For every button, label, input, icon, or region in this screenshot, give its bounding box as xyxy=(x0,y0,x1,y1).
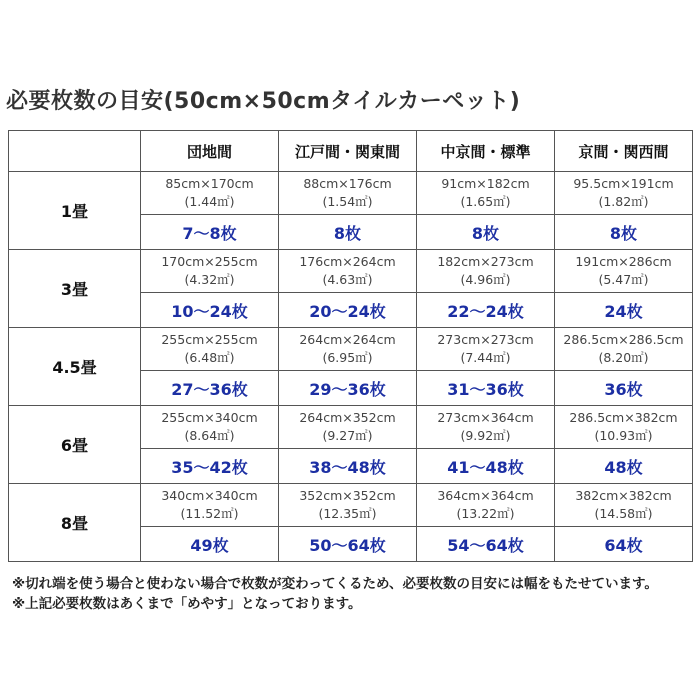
room-area: (4.96㎡) xyxy=(460,272,511,287)
tile-count: 50～64枚 xyxy=(279,527,417,562)
tile-count: 35～42枚 xyxy=(141,449,279,484)
room-area: (11.52㎡) xyxy=(180,506,239,521)
dimension-cell xyxy=(279,484,417,527)
room-size-label: 1畳 xyxy=(9,172,141,250)
room-size-label: 8畳 xyxy=(9,484,141,562)
tile-count: 24枚 xyxy=(555,293,693,328)
header-danchima: 団地間 xyxy=(141,131,279,172)
size-row xyxy=(9,406,693,449)
dimension-cell xyxy=(141,406,279,449)
dimension-cell xyxy=(279,172,417,215)
size-row xyxy=(9,172,693,215)
tile-count: 22～24枚 xyxy=(417,293,555,328)
room-area: (1.65㎡) xyxy=(460,194,511,209)
room-dimensions: 85cm×170cm xyxy=(165,176,254,191)
room-dimensions: 91cm×182cm xyxy=(441,176,530,191)
room-dimensions: 176cm×264cm xyxy=(299,254,396,269)
room-dimensions: 88cm×176cm xyxy=(303,176,392,191)
dimension-cell xyxy=(417,172,555,215)
room-dimensions: 286.5cm×286.5cm xyxy=(563,332,684,347)
room-dimensions: 340cm×340cm xyxy=(161,488,258,503)
room-area: (13.22㎡) xyxy=(456,506,515,521)
room-dimensions: 286.5cm×382cm xyxy=(569,410,678,425)
room-area: (6.95㎡) xyxy=(322,350,373,365)
tile-count: 48枚 xyxy=(555,449,693,484)
room-area: (5.47㎡) xyxy=(598,272,649,287)
room-dimensions: 273cm×364cm xyxy=(437,410,534,425)
tile-count: 31～36枚 xyxy=(417,371,555,406)
dimension-cell xyxy=(279,250,417,293)
dimension-cell xyxy=(417,250,555,293)
room-area: (1.82㎡) xyxy=(598,194,649,209)
tile-count: 8枚 xyxy=(279,215,417,250)
room-area: (7.44㎡) xyxy=(460,350,511,365)
tile-count-table xyxy=(8,130,693,562)
dimension-cell xyxy=(279,328,417,371)
tile-count: 10～24枚 xyxy=(141,293,279,328)
size-row xyxy=(9,484,693,527)
room-area: (1.44㎡) xyxy=(184,194,235,209)
dimension-cell xyxy=(417,484,555,527)
room-dimensions: 170cm×255cm xyxy=(161,254,258,269)
dimension-cell xyxy=(555,484,693,527)
tile-count: 8枚 xyxy=(555,215,693,250)
dimension-cell xyxy=(555,328,693,371)
header-corner xyxy=(9,131,141,172)
room-dimensions: 95.5cm×191cm xyxy=(573,176,674,191)
tile-count: 29～36枚 xyxy=(279,371,417,406)
room-area: (9.92㎡) xyxy=(460,428,511,443)
header-edoma: 江戸間・関東間 xyxy=(279,131,417,172)
tile-count: 8枚 xyxy=(417,215,555,250)
room-area: (12.35㎡) xyxy=(318,506,377,521)
dimension-cell xyxy=(141,328,279,371)
room-dimensions: 255cm×340cm xyxy=(161,410,258,425)
room-dimensions: 364cm×364cm xyxy=(437,488,534,503)
dimension-cell xyxy=(417,406,555,449)
room-dimensions: 191cm×286cm xyxy=(575,254,672,269)
dimension-cell xyxy=(417,328,555,371)
notes xyxy=(12,574,692,614)
dimension-cell xyxy=(555,172,693,215)
room-size-label: 6畳 xyxy=(9,406,141,484)
room-size-label: 4.5畳 xyxy=(9,328,141,406)
header-kyoma: 京間・関西間 xyxy=(555,131,693,172)
dimension-cell xyxy=(141,484,279,527)
room-dimensions: 182cm×273cm xyxy=(437,254,534,269)
size-row xyxy=(9,250,693,293)
size-row xyxy=(9,328,693,371)
page-title: 必要枚数の目安(50cm×50cmタイルカーペット) xyxy=(6,89,521,114)
room-dimensions: 273cm×273cm xyxy=(437,332,534,347)
note-line: ※上記必要枚数はあくまで「めやす」となっております。 xyxy=(12,596,362,612)
note-line: ※切れ端を使う場合と使わない場合で枚数が変わってくるため、必要枚数の目安には幅をもたせています。 xyxy=(12,576,658,592)
tile-count: 54～64枚 xyxy=(417,527,555,562)
dimension-cell xyxy=(279,406,417,449)
tile-count: 20～24枚 xyxy=(279,293,417,328)
tile-count: 38～48枚 xyxy=(279,449,417,484)
room-dimensions: 255cm×255cm xyxy=(161,332,258,347)
dimension-cell xyxy=(141,172,279,215)
room-area: (14.58㎡) xyxy=(594,506,653,521)
room-area: (4.63㎡) xyxy=(322,272,373,287)
dimension-cell xyxy=(555,250,693,293)
room-dimensions: 352cm×352cm xyxy=(299,488,396,503)
tile-count: 41～48枚 xyxy=(417,449,555,484)
dimension-cell xyxy=(141,250,279,293)
room-area: (9.27㎡) xyxy=(322,428,373,443)
header-chukyoma: 中京間・標準 xyxy=(417,131,555,172)
tile-count: 36枚 xyxy=(555,371,693,406)
tile-count: 27～36枚 xyxy=(141,371,279,406)
header-row xyxy=(9,131,693,172)
room-area: (4.32㎡) xyxy=(184,272,235,287)
tile-count: 7～8枚 xyxy=(141,215,279,250)
tile-count: 64枚 xyxy=(555,527,693,562)
room-dimensions: 264cm×264cm xyxy=(299,332,396,347)
tile-count: 49枚 xyxy=(141,527,279,562)
room-area: (10.93㎡) xyxy=(594,428,653,443)
room-area: (6.48㎡) xyxy=(184,350,235,365)
room-area: (8.64㎡) xyxy=(184,428,235,443)
room-dimensions: 382cm×382cm xyxy=(575,488,672,503)
room-dimensions: 264cm×352cm xyxy=(299,410,396,425)
room-size-label: 3畳 xyxy=(9,250,141,328)
room-area: (1.54㎡) xyxy=(322,194,373,209)
dimension-cell xyxy=(555,406,693,449)
room-area: (8.20㎡) xyxy=(598,350,649,365)
